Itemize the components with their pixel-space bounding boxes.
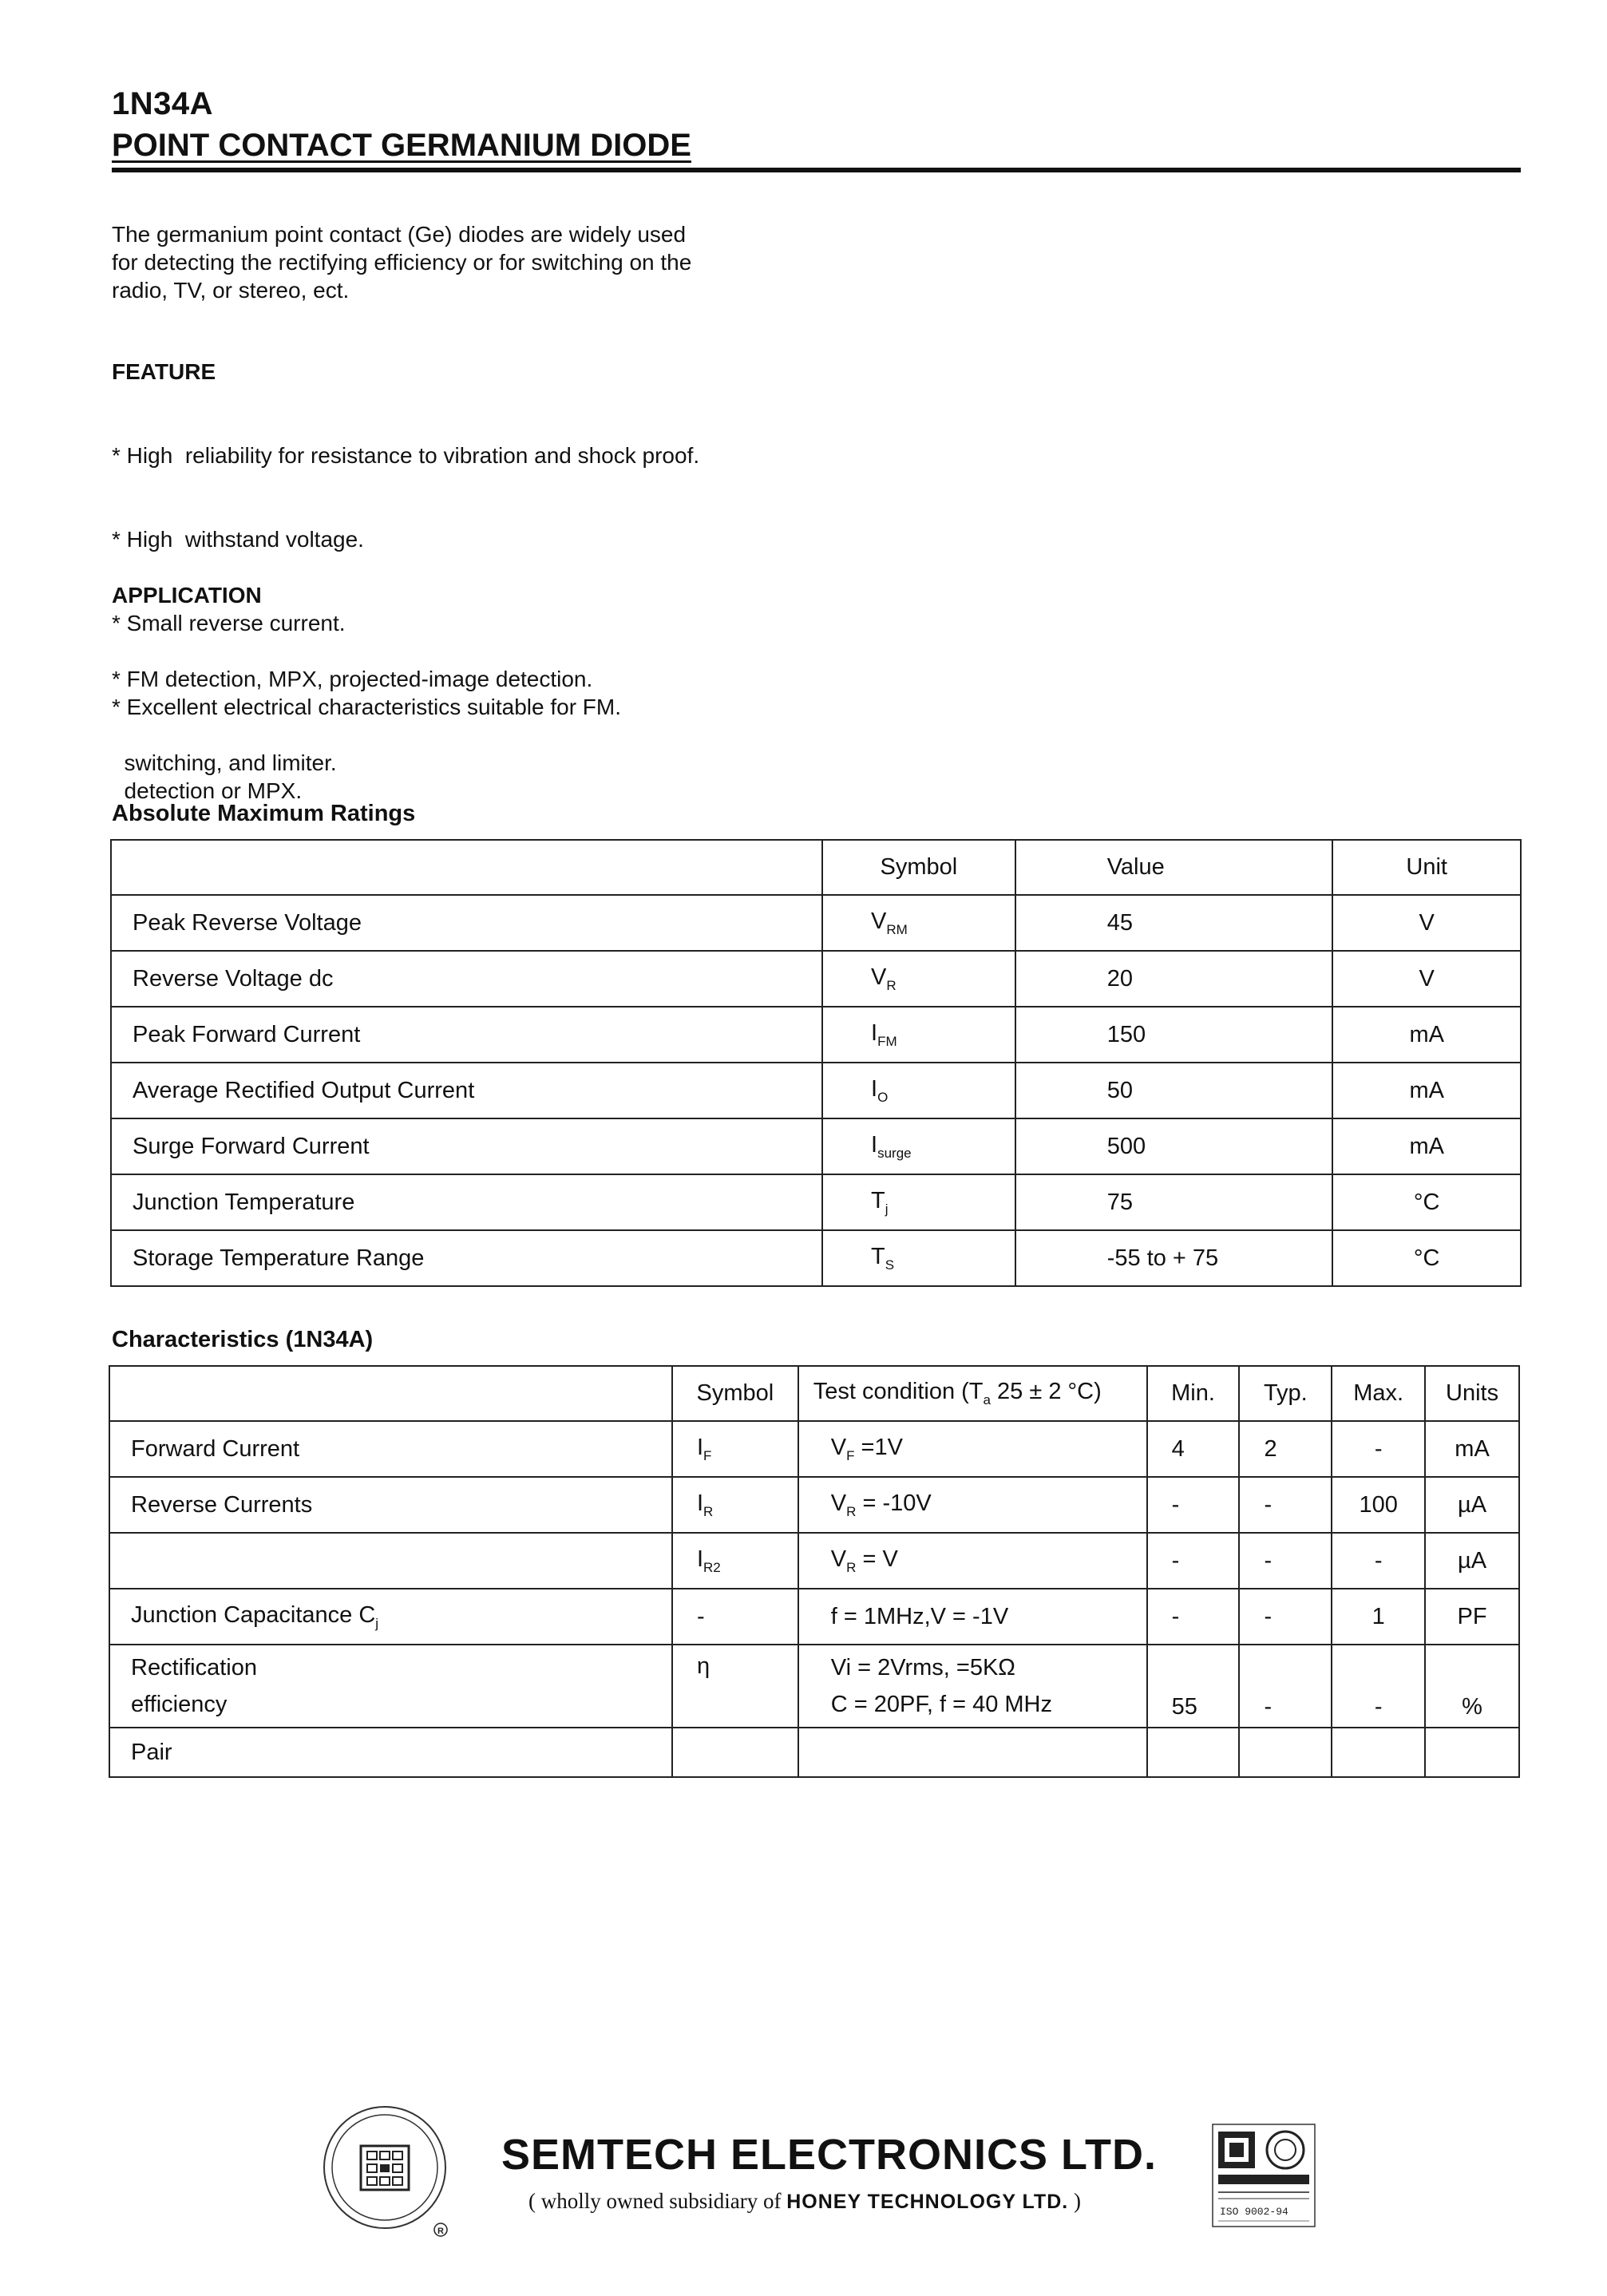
symbol-cell: T — [871, 1243, 885, 1269]
table-row — [109, 1477, 1519, 1533]
feature-item: * High reliability for resistance to vibration and shock proof. — [112, 443, 700, 468]
max-cell: - — [1332, 1421, 1425, 1477]
empty-cell — [672, 1728, 798, 1777]
semtech-logo — [319, 2102, 455, 2238]
min-cell: 55 — [1147, 1645, 1240, 1728]
symbol-cell: I — [871, 1131, 878, 1158]
param-cell: Reverse Currents — [109, 1477, 672, 1533]
value-cell: 150 — [1015, 1007, 1333, 1063]
symbol-cell: I — [871, 1075, 878, 1102]
value-cell: 75 — [1015, 1174, 1333, 1230]
intro-paragraph — [112, 220, 766, 304]
condition-cell-line2: C = 20PF, f = 40 MHz — [830, 1692, 1052, 1717]
feature-item: * Small reverse current. — [112, 611, 346, 635]
unit-cell: µA — [1425, 1477, 1519, 1533]
unit-cell: PF — [1425, 1589, 1519, 1645]
application-list — [112, 609, 592, 805]
value-cell: 20 — [1015, 951, 1333, 1007]
part-number: 1N34A — [112, 86, 214, 121]
subsidiary-close: ) — [1068, 2189, 1081, 2213]
characteristics-header-row — [109, 1366, 1519, 1421]
condition-value: = -10V — [856, 1490, 932, 1516]
max-cell: 100 — [1332, 1477, 1425, 1533]
condition-subscript: R — [846, 1559, 857, 1575]
condition-value: = V — [856, 1546, 898, 1572]
intro-line: for detecting the rectifying efficiency or for switching on the — [112, 250, 692, 275]
table-row — [111, 895, 1521, 951]
param-cell: Average Rectified Output Current — [111, 1063, 822, 1118]
condition-cell: f = 1MHz,V = -1V — [798, 1589, 1147, 1645]
char-header-blank — [109, 1366, 672, 1421]
char-header-min: Min. — [1147, 1366, 1240, 1421]
ratings-title: Absolute Maximum Ratings — [112, 801, 416, 826]
max-cell: - — [1332, 1645, 1425, 1728]
char-header-typ: Typ. — [1239, 1366, 1332, 1421]
intro-line: radio, TV, or stereo, ect. — [112, 278, 350, 303]
char-header-symbol: Symbol — [672, 1366, 798, 1421]
symbol-subscript: R — [703, 1503, 714, 1519]
iso-badge-icon — [1212, 2124, 1316, 2227]
symbol-subscript: surge — [877, 1145, 912, 1161]
unit-cell: °C — [1332, 1174, 1521, 1230]
characteristics-title: Characteristics (1N34A) — [112, 1327, 374, 1352]
intro-line: The germanium point contact (Ge) diodes are widely used — [112, 222, 687, 247]
condition-subscript: R — [846, 1503, 857, 1519]
company-subtitle — [528, 2189, 1081, 2214]
iso-certification-logo — [1212, 2124, 1316, 2227]
ratings-table — [110, 839, 1522, 1287]
unit-cell: mA — [1425, 1421, 1519, 1477]
symbol-cell: η — [672, 1645, 798, 1728]
condition-cell: V — [830, 1490, 847, 1516]
param-cell: Peak Reverse Voltage — [111, 895, 822, 951]
unit-cell: mA — [1332, 1118, 1521, 1174]
symbol-cell: I — [871, 1019, 878, 1046]
table-row — [111, 1063, 1521, 1118]
ratings-header-symbol: Symbol — [822, 840, 1015, 895]
symbol-subscript: j — [885, 1201, 889, 1217]
table-row — [109, 1589, 1519, 1645]
feature-heading: FEATURE — [112, 359, 216, 384]
feature-item: * Excellent electrical characteristics suitable for FM. — [112, 695, 621, 719]
value-cell: 45 — [1015, 895, 1333, 951]
unit-cell: mA — [1332, 1063, 1521, 1118]
symbol-cell: V — [871, 908, 887, 934]
semtech-seal-icon — [319, 2102, 455, 2238]
page-title: POINT CONTACT GERMANIUM DIODE — [112, 128, 691, 163]
param-cell: Junction Capacitance C — [131, 1601, 376, 1628]
svg-text:R: R — [437, 2227, 444, 2236]
table-row — [111, 1118, 1521, 1174]
param-cell: Peak Forward Current — [111, 1007, 822, 1063]
symbol-cell: - — [672, 1589, 798, 1645]
condition-cell: V — [830, 1546, 847, 1572]
characteristics-table — [109, 1365, 1520, 1778]
empty-cell — [1332, 1728, 1425, 1777]
table-row — [111, 1007, 1521, 1063]
feature-item: * High withstand voltage. — [112, 527, 364, 552]
param-cell: Storage Temperature Range — [111, 1230, 822, 1286]
max-cell: 1 — [1332, 1589, 1425, 1645]
unit-cell: % — [1425, 1645, 1519, 1728]
symbol-cell: I — [696, 1434, 703, 1460]
empty-cell — [1239, 1728, 1332, 1777]
char-header-units: Units — [1425, 1366, 1519, 1421]
unit-cell: V — [1332, 895, 1521, 951]
symbol-cell: I — [696, 1546, 703, 1572]
symbol-subscript: O — [877, 1089, 889, 1105]
table-row — [109, 1533, 1519, 1589]
symbol-cell: T — [871, 1187, 885, 1213]
param-cell: Pair — [109, 1728, 672, 1777]
char-header-max: Max. — [1332, 1366, 1425, 1421]
symbol-subscript: F — [703, 1447, 712, 1463]
ratings-header-value: Value — [1015, 840, 1333, 895]
table-row — [109, 1421, 1519, 1477]
value-cell: -55 to + 75 — [1015, 1230, 1333, 1286]
condition-cell: Vi = 2Vrms, =5KΩ — [830, 1655, 1015, 1680]
condition-value: =1V — [854, 1434, 903, 1460]
min-cell: - — [1147, 1589, 1240, 1645]
company-name: SEMTECH ELECTRONICS LTD. — [501, 2131, 1158, 2179]
symbol-cell: V — [871, 964, 887, 990]
max-cell: - — [1332, 1533, 1425, 1589]
test-condition-sub: a — [983, 1391, 991, 1407]
typ-cell: - — [1239, 1645, 1332, 1728]
symbol-subscript: R2 — [703, 1559, 721, 1575]
empty-cell — [798, 1728, 1147, 1777]
char-header-test-condition — [798, 1366, 1147, 1421]
iso-text: ISO 9002-94 — [1220, 2206, 1288, 2218]
param-cell: Junction Temperature — [111, 1174, 822, 1230]
symbol-subscript: RM — [886, 921, 908, 937]
ratings-header-blank — [111, 840, 822, 895]
application-heading: APPLICATION — [112, 583, 262, 608]
unit-cell: °C — [1332, 1230, 1521, 1286]
value-cell: 500 — [1015, 1118, 1333, 1174]
min-cell: - — [1147, 1533, 1240, 1589]
table-row — [109, 1645, 1519, 1728]
min-cell: 4 — [1147, 1421, 1240, 1477]
typ-cell: 2 — [1239, 1421, 1332, 1477]
ratings-header-row — [111, 840, 1521, 895]
empty-cell — [1425, 1728, 1519, 1777]
ratings-header-unit: Unit — [1332, 840, 1521, 895]
table-row — [111, 951, 1521, 1007]
symbol-subscript: FM — [877, 1033, 897, 1049]
typ-cell: - — [1239, 1589, 1332, 1645]
table-row — [111, 1230, 1521, 1286]
application-item: * FM detection, MPX, projected-image detection. — [112, 667, 593, 691]
symbol-subscript: S — [885, 1257, 895, 1273]
test-condition-post: 25 ± 2 °C) — [991, 1379, 1102, 1405]
symbol-subscript: R — [886, 977, 897, 993]
typ-cell: - — [1239, 1477, 1332, 1533]
condition-cell: V — [830, 1434, 847, 1460]
value-cell: 50 — [1015, 1063, 1333, 1118]
typ-cell: - — [1239, 1533, 1332, 1589]
min-cell: - — [1147, 1477, 1240, 1533]
param-cell: Reverse Voltage dc — [111, 951, 822, 1007]
symbol-cell: I — [696, 1490, 703, 1516]
param-cell: Rectification — [131, 1655, 257, 1680]
subsidiary-text: ( wholly owned subsidiary of — [528, 2189, 787, 2213]
feature-item: detection or MPX. — [112, 778, 303, 803]
param-cell — [109, 1533, 672, 1589]
param-cell: Forward Current — [109, 1421, 672, 1477]
unit-cell: V — [1332, 951, 1521, 1007]
condition-subscript: F — [846, 1447, 855, 1463]
title-rule — [112, 168, 1521, 172]
param-subscript: j — [375, 1615, 379, 1631]
table-row — [109, 1728, 1519, 1777]
param-cell-line2: efficiency — [131, 1692, 228, 1717]
unit-cell: µA — [1425, 1533, 1519, 1589]
param-cell: Surge Forward Current — [111, 1118, 822, 1174]
table-row — [111, 1174, 1521, 1230]
parent-company: HONEY TECHNOLOGY LTD. — [786, 2191, 1069, 2213]
empty-cell — [1147, 1728, 1240, 1777]
test-condition-pre: Test condition (T — [813, 1379, 984, 1405]
application-item: switching, and limiter. — [112, 750, 337, 775]
unit-cell: mA — [1332, 1007, 1521, 1063]
